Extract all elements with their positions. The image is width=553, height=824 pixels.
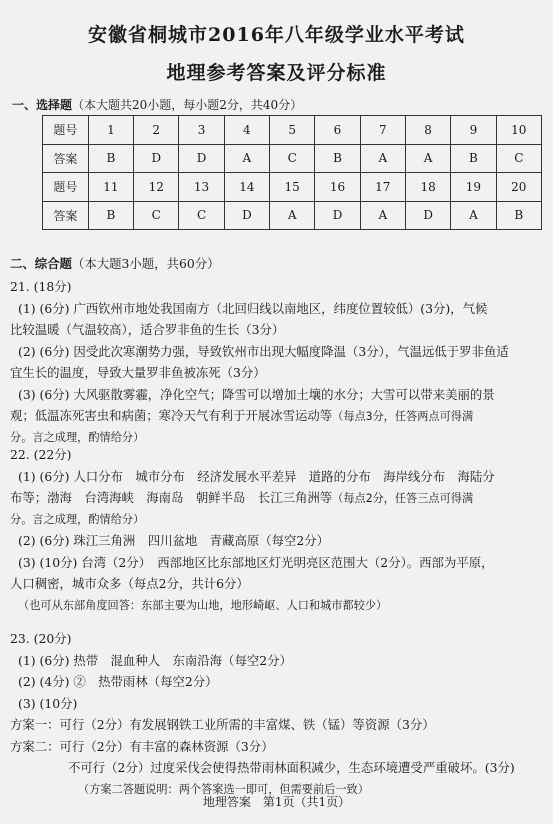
answer-table (42, 115, 542, 230)
table-cell: 11 (88, 173, 133, 202)
table-cell: 10 (496, 116, 541, 145)
q22-heading: 22. (22分) (10, 447, 72, 462)
table-cell: 19 (451, 173, 496, 202)
table-cell: B (88, 201, 133, 230)
q23-heading: 23. (20分) (10, 631, 72, 646)
part2-heading-note: （本大题3小题，共60分） (71, 256, 220, 271)
q23-line: 方案二：可行（2分）有丰富的森林资源（3分） (10, 738, 274, 754)
table-cell: 2 (134, 116, 179, 145)
q22-alternative-note: （也可从东部角度回答：东部主要为山地，地形崎岖、人口和城市都较少） (18, 598, 388, 612)
table-cell: D (224, 201, 269, 230)
q21-scoring-note: （每点3分，任答两点可得满 (332, 410, 474, 423)
part2-heading (10, 253, 545, 275)
table-cell: D (405, 201, 450, 230)
question-21 (10, 276, 545, 448)
table-cell: 8 (405, 116, 450, 145)
table-cell: B (451, 144, 496, 173)
table-cell: 18 (405, 173, 450, 202)
q23-line: (2) (4分) ② 热带雨林（每空2分） (18, 674, 218, 689)
table-cell: 7 (360, 116, 405, 145)
part2-heading-label: 二、综合题 (10, 256, 72, 271)
part1-heading-note: （本大题共20小题，每小题2分，共40分） (72, 98, 303, 112)
table-cell: B (315, 144, 360, 173)
table-cell: A (360, 144, 405, 173)
q23-line: 不可行（2分）过度采伐会使得热带雨林面积减少，生态环境遭受严重破坏。(3分) (68, 760, 515, 775)
table-cell: B (496, 201, 541, 230)
q21-line (10, 405, 545, 427)
q21-heading: 21. (18分) (10, 279, 72, 294)
q23-line: 方案一：可行（2分）有发展钢铁工业所需的丰富煤、铁（锰）等资源（3分） (10, 717, 435, 732)
q23-line: (1) (6分) 热带 混血种人 东南沿海（每空2分） (18, 652, 292, 668)
table-cell: 20 (496, 173, 541, 202)
q22-line: 人口稠密，城市众多（每点2分，共计6分） (10, 576, 249, 591)
document-title: 安徽省桐城市2016年八年级学业水平考试 (88, 24, 465, 46)
page-footer: 地理答案 第1页（共1页） (202, 795, 351, 809)
table-cell: A (451, 201, 496, 230)
row-header-answer: 答案 (43, 144, 89, 173)
table-cell: D (179, 144, 224, 173)
question-22 (10, 444, 545, 616)
table-cell: 4 (224, 116, 269, 145)
table-cell: 13 (179, 173, 224, 202)
table-cell: 5 (270, 116, 315, 145)
table-cell: 17 (360, 173, 405, 202)
q21-line-text: 观；低温冻死害虫和病菌；寒冷天气有利于开展冰雪运动等 (10, 408, 333, 423)
q21-line: (2) (6分) 因受此次寒潮势力强，导致钦州市出现大幅度降温（3分），气温远低于罗非鱼适 (18, 343, 509, 359)
q23-line: (3) (10分) (18, 695, 78, 711)
table-row-answers-2 (43, 201, 542, 230)
q22-line: (2) (6分) 珠江三角洲 四川盆地 青藏高原（每空2分） (18, 533, 330, 548)
part1-heading (12, 96, 302, 113)
table-cell: D (315, 201, 360, 230)
table-row-numbers-2 (43, 173, 542, 202)
q22-line: (3) (10分) 台湾（2分） 西部地区比东部地区灯光明亮区范围大（2分）。西部为平原， (18, 554, 494, 570)
q21-line: 宜生长的温度，导致大量罗非鱼被冻死（3分） (10, 365, 266, 380)
table-cell: 3 (179, 116, 224, 145)
row-header-number: 题号 (43, 173, 89, 202)
q22-scoring-note: （每点2分，任答三点可得满 (332, 492, 474, 505)
table-cell: 1 (88, 116, 133, 145)
row-header-answer: 答案 (43, 201, 89, 230)
table-cell: C (270, 144, 315, 173)
table-cell: 12 (134, 173, 179, 202)
q22-line: (1) (6分) 人口分布 城市分布 经济发展水平差异 道路的分布 海岸线分布 海陆分 (18, 468, 495, 484)
table-cell: 15 (270, 173, 315, 202)
document-subtitle: 地理参考答案及评分标准 (166, 62, 387, 84)
q23-scheme-note: （方案二答题说明：两个答案选一即可，但需要前后一致） (78, 782, 369, 796)
q22-line-text: 布等；渤海 台湾海峡 海南岛 朝鲜半岛 长江三角洲等 (10, 490, 333, 505)
table-cell: A (405, 144, 450, 173)
table-cell: 16 (315, 173, 360, 202)
q21-scoring-note: 分。言之成理，酌情给分） (10, 430, 145, 444)
question-23 (10, 628, 545, 800)
part1-heading-label: 一、选择题 (12, 98, 73, 112)
table-row-answers-1 (43, 144, 542, 173)
table-cell: B (88, 144, 133, 173)
table-cell: A (360, 201, 405, 230)
table-cell: A (224, 144, 269, 173)
table-cell: C (496, 144, 541, 173)
table-cell: A (270, 201, 315, 230)
table-cell: 14 (224, 173, 269, 202)
table-cell: C (134, 201, 179, 230)
table-cell: C (179, 201, 224, 230)
q22-scoring-note: 分。言之成理，酌情给分） (10, 512, 145, 526)
q21-line: 比较温暖（气温较高），适合罗非鱼的生长（3分） (10, 322, 285, 337)
table-row-numbers-1 (43, 116, 542, 145)
q22-line (10, 487, 545, 509)
table-cell: D (134, 144, 179, 173)
q21-line: (3) (6分) 大风驱散雾霾，净化空气；降雪可以增加土壤的水分；大雪可以带来美丽的景 (18, 386, 495, 402)
q21-line: (1) (6分) 广西钦州市地处我国南方（北回归线以南地区，纬度位置较低）(3分)，气候 (18, 300, 488, 316)
row-header-number: 题号 (43, 116, 89, 145)
table-cell: 6 (315, 116, 360, 145)
table-cell: 9 (451, 116, 496, 145)
